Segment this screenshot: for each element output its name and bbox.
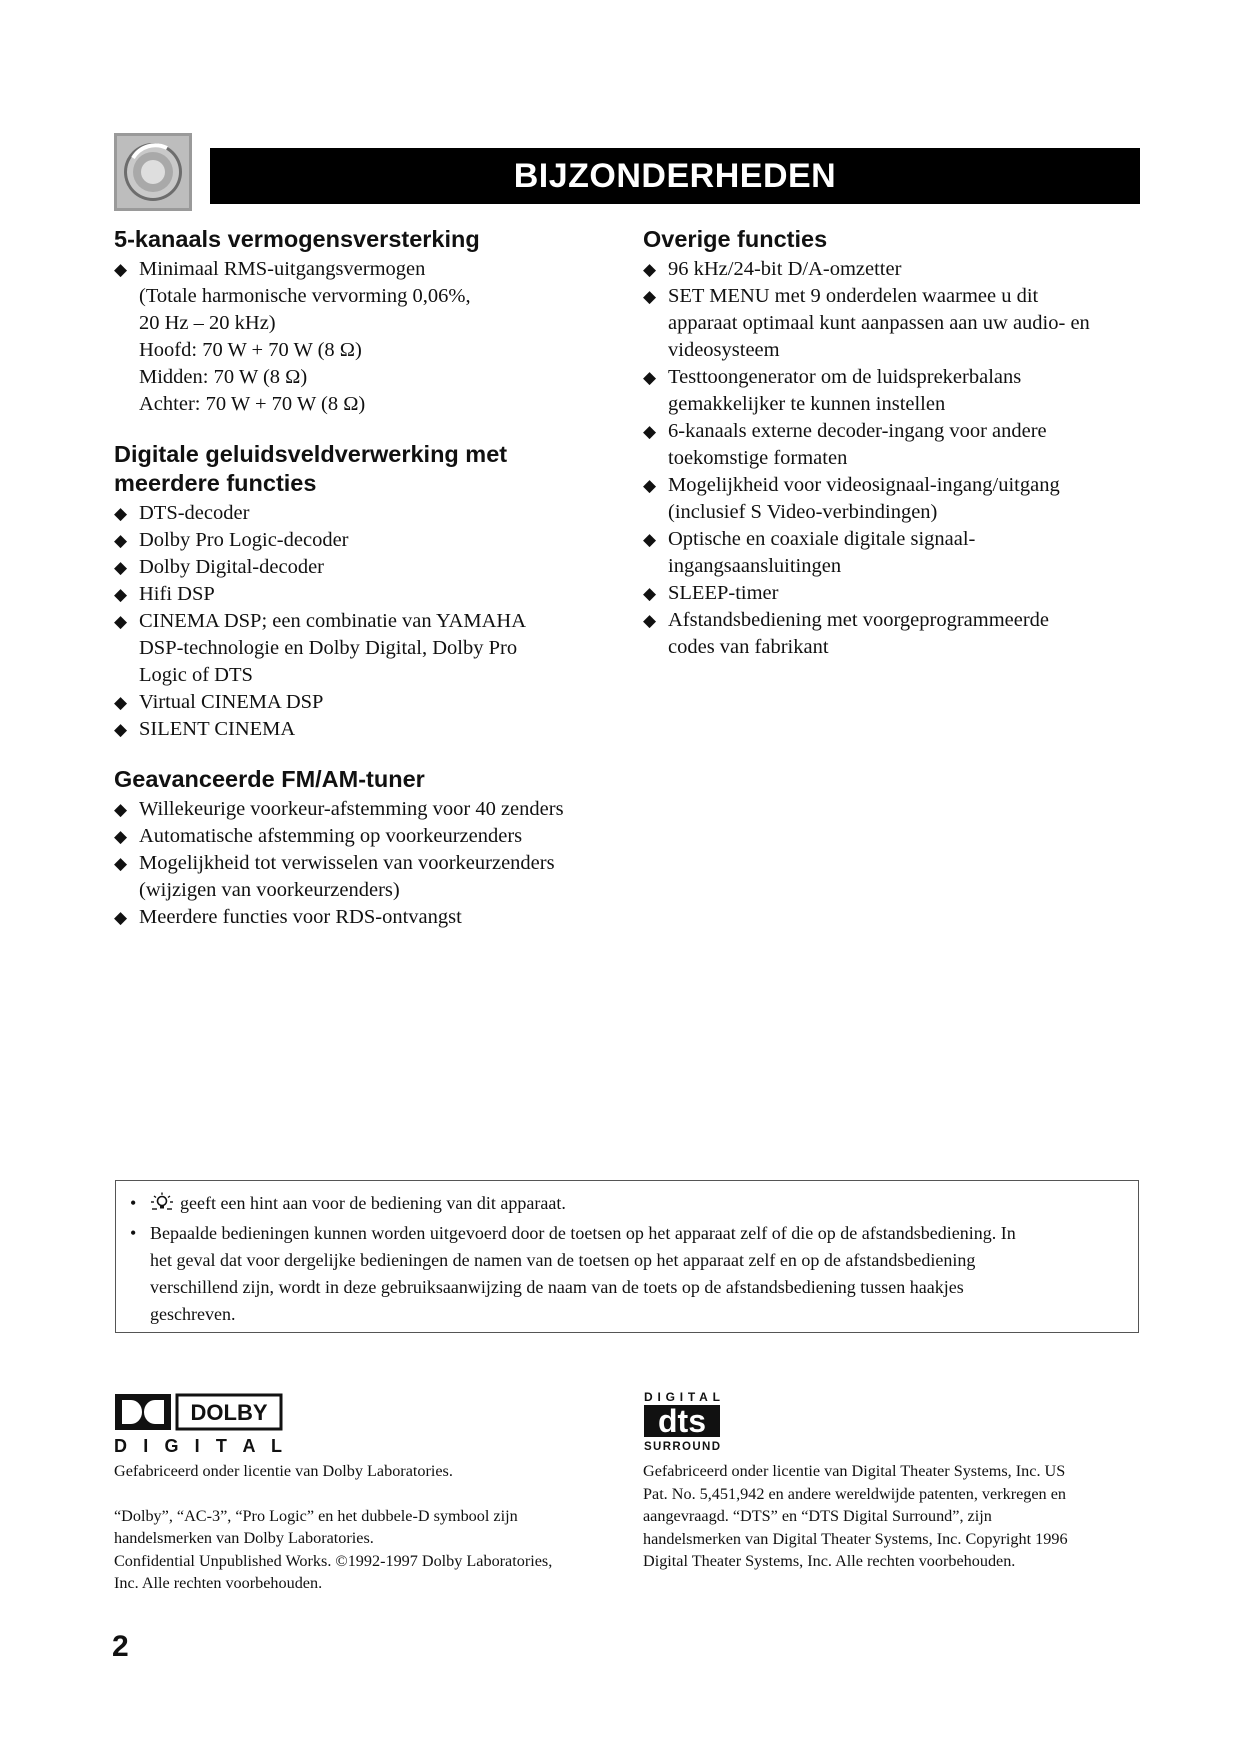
list-item-continuation: Midden: 70 W (8 Ω) [139, 366, 308, 388]
diamond-bullet-icon: ◆ [643, 584, 657, 603]
list-item-continuation: toekomstige formaten [668, 447, 848, 469]
note-box [115, 1180, 1139, 1333]
page-number: 2 [112, 1630, 129, 1663]
diamond-bullet-icon: ◆ [114, 693, 128, 712]
diamond-bullet-icon: ◆ [643, 476, 657, 495]
diamond-bullet-icon: ◆ [114, 908, 128, 927]
feature-list [643, 256, 1163, 661]
diamond-bullet-icon: ◆ [114, 827, 128, 846]
list-item: ◆ Meerdere functies voor RDS-ontvangst [114, 904, 634, 931]
section-heading: Digitale geluidsveldverwerking met meerdere functies [114, 441, 508, 496]
diamond-bullet-icon: ◆ [643, 287, 657, 306]
list-item: ◆ Dolby Digital-decoder [114, 554, 634, 581]
diamond-bullet-icon: ◆ [114, 854, 128, 873]
diamond-bullet-icon: ◆ [114, 585, 128, 604]
diamond-bullet-icon: ◆ [114, 558, 128, 577]
list-item: ◆ 96 kHz/24-bit D/A-omzetter [643, 256, 1163, 283]
list-item-continuation: (wijzigen van voorkeurzenders) [139, 879, 400, 901]
list-item: ◆ Dolby Pro Logic-decoder [114, 527, 634, 554]
diamond-bullet-icon: ◆ [114, 260, 128, 279]
diamond-bullet-icon: ◆ [114, 800, 128, 819]
list-item-continuation: 20 Hz – 20 kHz) [139, 312, 276, 334]
list-item: ◆ CINEMA DSP; een combinatie van YAMAHA [114, 608, 634, 635]
list-item: ◆ Willekeurige voorkeur-afstemming voor 40 zenders [114, 796, 634, 823]
speaker-disc-icon [114, 133, 192, 211]
note-item: • geeft een hint aan voor de bediening van dit apparaat. [130, 1190, 1118, 1220]
diamond-bullet-icon: ◆ [643, 611, 657, 630]
list-item-continuation: ingangsaansluitingen [668, 555, 842, 577]
list-item-continuation: Achter: 70 W + 70 W (8 Ω) [139, 393, 366, 415]
dts-surround-logo [643, 1389, 723, 1453]
diamond-bullet-icon: ◆ [643, 260, 657, 279]
section-heading: Geavanceerde FM/AM-tuner [114, 766, 425, 792]
svg-text:DIGITAL: DIGITAL [644, 1390, 720, 1404]
hint-lightbulb-icon [150, 1192, 174, 1220]
dolby-license-text: Gefabriceerd onder licentie van Dolby Laboratories. “Dolby”, “AC-3”, “Pro Logic” en het dubbele-D symbool zijn handelsmerken van Dolby Laboratories. Confidential Unpublished Works. ©1992-1997 Dolby Laboratories, Inc. Alle rechten voorbehouden. [114, 1462, 553, 1592]
list-item: ◆ Minimaal RMS-uitgangsvermogen [114, 256, 634, 283]
diamond-bullet-icon: ◆ [114, 612, 128, 631]
list-item: ◆ Mogelijkheid voor videosignaal-ingang/uitgang [643, 472, 1163, 499]
list-item-continuation: apparaat optimaal kunt aanpassen aan uw audio- en [668, 312, 1090, 334]
list-item: ◆ SLEEP-timer [643, 580, 1163, 607]
svg-text:D I G I T A L: D I G I T A L [114, 1436, 282, 1455]
diamond-bullet-icon: ◆ [643, 530, 657, 549]
list-item-continuation: Hoofd: 70 W + 70 W (8 Ω) [139, 339, 362, 361]
diamond-bullet-icon: ◆ [643, 422, 657, 441]
list-item-continuation: videosysteem [668, 339, 780, 361]
note-item-continuation: het geval dat voor dergelijke bedieningen de namen van de toetsen op het apparaat zelf en op de afstandsbediening [150, 1250, 976, 1270]
svg-text:DOLBY: DOLBY [190, 1400, 268, 1425]
note-item: • Bepaalde bedieningen kunnen worden uitgevoerd door de toetsen op het apparaat zelf of die op de afstandsbediening. In [130, 1223, 1016, 1243]
diamond-bullet-icon: ◆ [114, 504, 128, 523]
list-item-continuation: (inclusief S Video-verbindingen) [668, 501, 938, 523]
list-item-continuation: (Totale harmonische vervorming 0,06%, [139, 285, 471, 307]
list-item: ◆ 6-kanaals externe decoder-ingang voor andere [643, 418, 1163, 445]
left-column [114, 225, 634, 931]
dts-license-text: Gefabriceerd onder licentie van Digital Theater Systems, Inc. US Pat. No. 5,451,942 en andere wereldwijde patenten, verkregen en aangevraagd. “DTS” en “DTS Digital Surround”, zijn handelsmerken van Digital Theater Systems, Inc. Copyright 1996 Digital Theater Systems, Inc. Alle rechten voorbehouden. [643, 1462, 1068, 1570]
list-item: ◆ SILENT CINEMA [114, 716, 634, 743]
list-item-continuation: Logic of DTS [139, 664, 253, 686]
diamond-bullet-icon: ◆ [643, 368, 657, 387]
diamond-bullet-icon: ◆ [114, 531, 128, 550]
list-item: ◆ Afstandsbediening met voorgeprogrammeerde [643, 607, 1163, 634]
page-title: BIJZONDERHEDEN [210, 148, 1140, 204]
section-heading: Overige functies [643, 226, 828, 252]
list-item: ◆ Mogelijkheid tot verwisselen van voorkeurzenders [114, 850, 634, 877]
list-item-continuation: gemakkelijker te kunnen instellen [668, 393, 946, 415]
feature-list [114, 796, 634, 931]
list-item-continuation: DSP-technologie en Dolby Digital, Dolby Pro [139, 637, 518, 659]
list-item: ◆ Automatische afstemming op voorkeurzenders [114, 823, 634, 850]
list-item-continuation: codes van fabrikant [668, 636, 829, 658]
svg-text:dts: dts [658, 1403, 706, 1439]
right-column [643, 225, 1163, 661]
note-item-continuation: geschreven. [150, 1304, 236, 1324]
svg-text:SURROUND: SURROUND [644, 1441, 720, 1453]
list-item: ◆ Optische en coaxiale digitale signaal- [643, 526, 1163, 553]
note-item-continuation: verschillend zijn, wordt in deze gebruiksaanwijzing de naam van de toets op de afstandsbediening tussen haakjes [150, 1277, 964, 1297]
diamond-bullet-icon: ◆ [114, 720, 128, 739]
list-item: ◆ Hifi DSP [114, 581, 634, 608]
list-item: ◆ Testtoongenerator om de luidsprekerbalans [643, 364, 1163, 391]
feature-list [114, 500, 634, 743]
list-item: ◆ SET MENU met 9 onderdelen waarmee u dit [643, 283, 1163, 310]
list-item: ◆ Virtual CINEMA DSP [114, 689, 634, 716]
section-heading: 5-kanaals vermogensversterking [114, 226, 480, 252]
list-item: ◆ DTS-decoder [114, 500, 634, 527]
feature-list [114, 256, 634, 418]
dolby-digital-logo [114, 1393, 284, 1455]
